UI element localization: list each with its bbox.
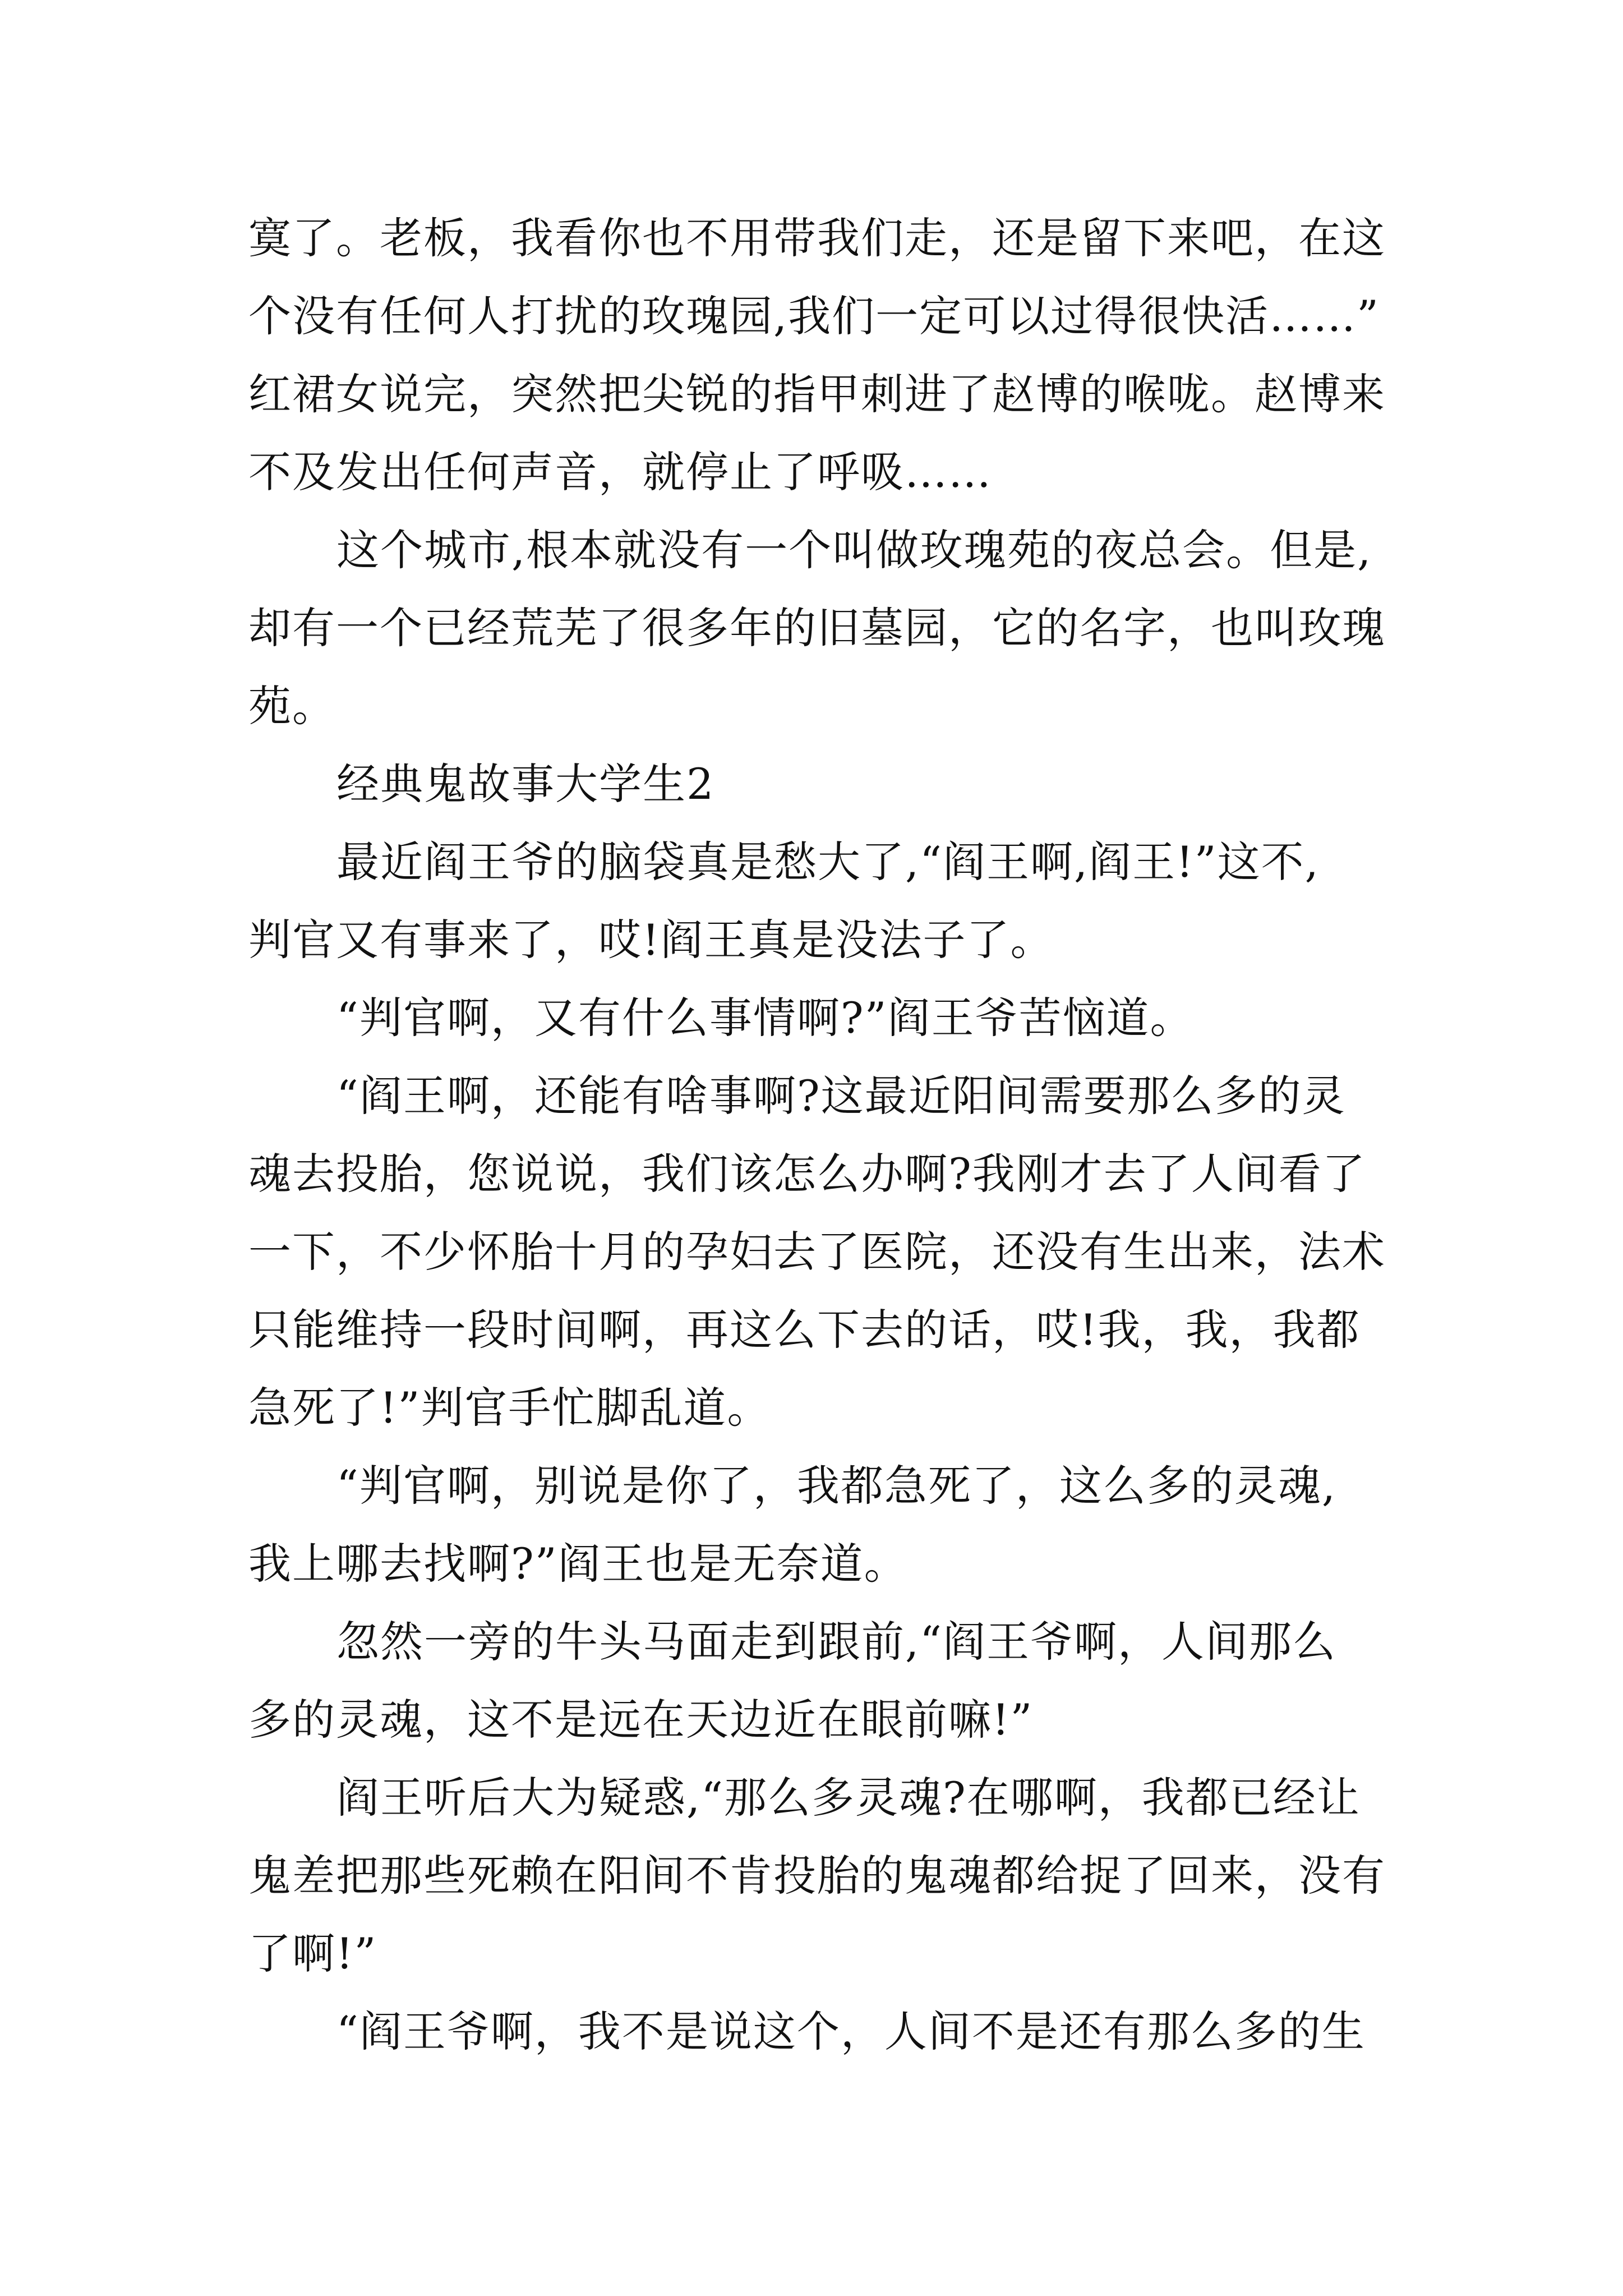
text-line: “判官啊，别说是你了，我都急死了，这么多的灵魂, bbox=[336, 1461, 1337, 1511]
text-line: “阎王爷啊，我不是说这个，人间不是还有那么多的生 bbox=[336, 2007, 1366, 2056]
text-line: 只能维持一段时间啊，再这么下去的话，哎!我，我，我都 bbox=[248, 1305, 1361, 1355]
text-line: 我上哪去找啊?”阎王也是无奈道。 bbox=[248, 1539, 908, 1589]
text-line: 魂去投胎，您说说，我们该怎么办啊?我刚才去了人间看了 bbox=[248, 1149, 1366, 1199]
text-line: 最近阎王爷的脑袋真是愁大了,“阎王啊,阎王!”这不, bbox=[336, 837, 1320, 887]
text-line: 一下，不少怀胎十月的孕妇去了医院，还没有生出来，法术 bbox=[248, 1227, 1386, 1277]
text-line: 寞了。老板，我看你也不用带我们走，还是留下来吧，在这 bbox=[248, 213, 1386, 263]
text-line: 不及发出任何声音，就停止了呼吸…… bbox=[248, 447, 992, 497]
text-line: 个没有任何人打扰的玫瑰园,我们一定可以过得很快活……” bbox=[248, 291, 1380, 341]
text-line: 了啊!” bbox=[248, 1929, 377, 1978]
text-line: 鬼差把那些死赖在阳间不肯投胎的鬼魂都给捉了回来，没有 bbox=[248, 1851, 1386, 1901]
text-line: 多的灵魂，这不是远在天边近在眼前嘛!” bbox=[248, 1695, 1034, 1745]
text-line: 却有一个已经荒芜了很多年的旧墓园，它的名字，也叫玫瑰 bbox=[248, 603, 1386, 653]
text-line: “阎王啊，还能有啥事啊?这最近阳间需要那么多的灵 bbox=[336, 1071, 1346, 1121]
text-line: 苑。 bbox=[248, 681, 336, 731]
text-line: 判官又有事来了，哎!阎王真是没法子了。 bbox=[248, 915, 1054, 965]
text-line: 红裙女说完，突然把尖锐的指甲刺进了赵博的喉咙。赵博来 bbox=[248, 369, 1386, 419]
text-line: “判官啊，又有什么事情啊?”阎王爷苦恼道。 bbox=[336, 993, 1194, 1043]
text-line: 这个城市,根本就没有一个叫做玫瑰苑的夜总会。但是, bbox=[336, 525, 1372, 575]
text-line: 阎王听后大为疑惑,“那么多灵魂?在哪啊，我都已经让 bbox=[336, 1773, 1361, 1823]
section-heading: 经典鬼故事大学生2 bbox=[336, 759, 715, 809]
text-line: 忽然一旁的牛头马面走到跟前,“阎王爷啊，人间那么 bbox=[336, 1617, 1337, 1667]
text-line: 急死了!”判官手忙脚乱道。 bbox=[248, 1383, 771, 1433]
